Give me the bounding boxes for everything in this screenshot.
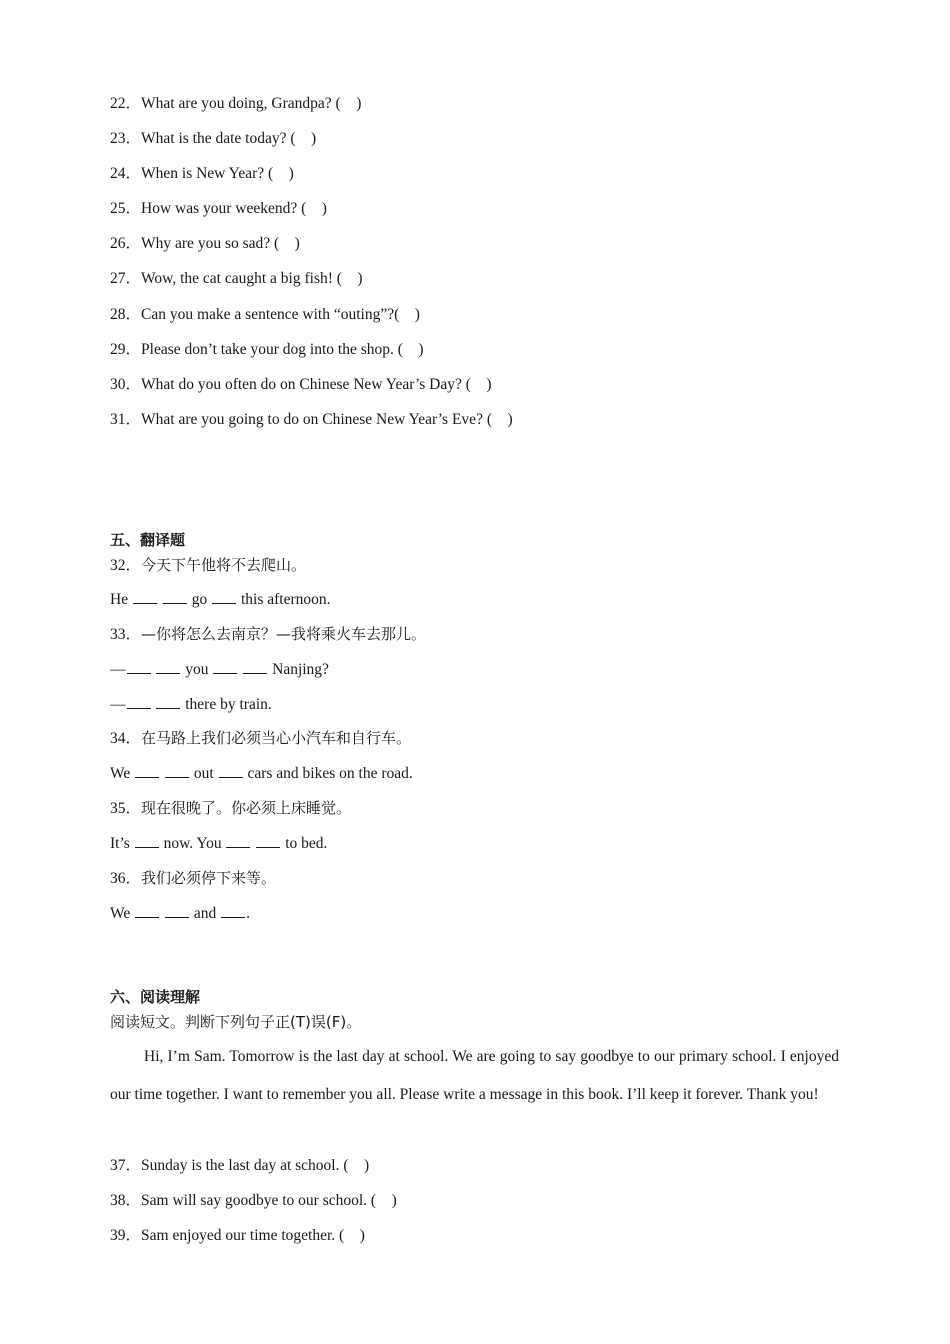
question-26: 26．Why are you so sad? ( )	[110, 235, 300, 252]
question-35-answer: It’s now. You to bed.	[110, 835, 328, 852]
question-25: 25．How was your weekend? ( )	[110, 200, 327, 217]
question-37: 37．Sunday is the last day at school. ( )	[110, 1157, 370, 1174]
question-22: 22．What are you doing, Grandpa? ( )	[110, 95, 362, 112]
answer-blank[interactable]	[243, 659, 267, 674]
question-28: 28．Can you make a sentence with “outing”?( )	[110, 306, 420, 323]
question-29: 29．Please don’t take your dog into the shop. ( )	[110, 341, 424, 358]
question-39: 39．Sam enjoyed our time together. ( )	[110, 1227, 365, 1244]
answer-blank[interactable]	[135, 763, 159, 778]
answer-blank[interactable]	[133, 589, 157, 604]
answer-blank[interactable]	[256, 833, 280, 848]
section-6-instruction: 阅读短文。判断下列句子正(T)误(F)。	[110, 1013, 362, 1031]
question-30: 30．What do you often do on Chinese New Year’s Day? ( )	[110, 376, 492, 393]
answer-blank[interactable]	[213, 659, 237, 674]
answer-blank[interactable]	[219, 763, 243, 778]
question-33-answer-1: — you Nanjing?	[110, 661, 329, 678]
answer-blank[interactable]	[163, 589, 187, 604]
answer-blank[interactable]	[221, 903, 245, 918]
answer-blank[interactable]	[127, 694, 151, 709]
question-33-prompt: 33．—你将怎么去南京？—我将乘火车去那儿。	[110, 625, 427, 643]
answer-blank[interactable]	[226, 833, 250, 848]
answer-blank[interactable]	[165, 763, 189, 778]
reading-passage: Hi, I’m Sam. Tomorrow is the last day at school. We are going to say goodbye to our primary school. I enjoyed our time together. I want to remember you all. Please write a message in this book. I’ll keep it forever. Thank you!	[110, 1048, 839, 1103]
question-23: 23．What is the date today? ( )	[110, 130, 317, 147]
question-38: 38．Sam will say goodbye to our school. ( )	[110, 1192, 397, 1209]
answer-blank[interactable]	[135, 903, 159, 918]
question-32-answer: He go this afternoon.	[110, 591, 331, 608]
question-32-prompt: 32．今天下午他将不去爬山。	[110, 556, 307, 574]
question-31: 31．What are you going to do on Chinese New Year’s Eve? ( )	[110, 411, 513, 428]
question-35-prompt: 35．现在很晚了。你必须上床睡觉。	[110, 799, 352, 817]
question-36-answer: We and .	[110, 905, 251, 922]
answer-blank[interactable]	[156, 694, 180, 709]
answer-blank[interactable]	[165, 903, 189, 918]
question-34-answer: We out cars and bikes on the road.	[110, 765, 413, 782]
question-33-answer-2: — there by train.	[110, 696, 272, 713]
question-34-prompt: 34．在马路上我们必须当心小汽车和自行车。	[110, 729, 412, 747]
question-24: 24．When is New Year? ( )	[110, 165, 294, 182]
section-5-title: 五、翻译题	[110, 531, 186, 549]
answer-blank[interactable]	[127, 659, 151, 674]
question-36-prompt: 36．我们必须停下来等。	[110, 869, 277, 887]
answer-blank[interactable]	[212, 589, 236, 604]
section-6-title: 六、阅读理解	[110, 988, 201, 1006]
answer-blank[interactable]	[135, 833, 159, 848]
answer-blank[interactable]	[156, 659, 180, 674]
question-27: 27．Wow, the cat caught a big fish! ( )	[110, 270, 363, 287]
